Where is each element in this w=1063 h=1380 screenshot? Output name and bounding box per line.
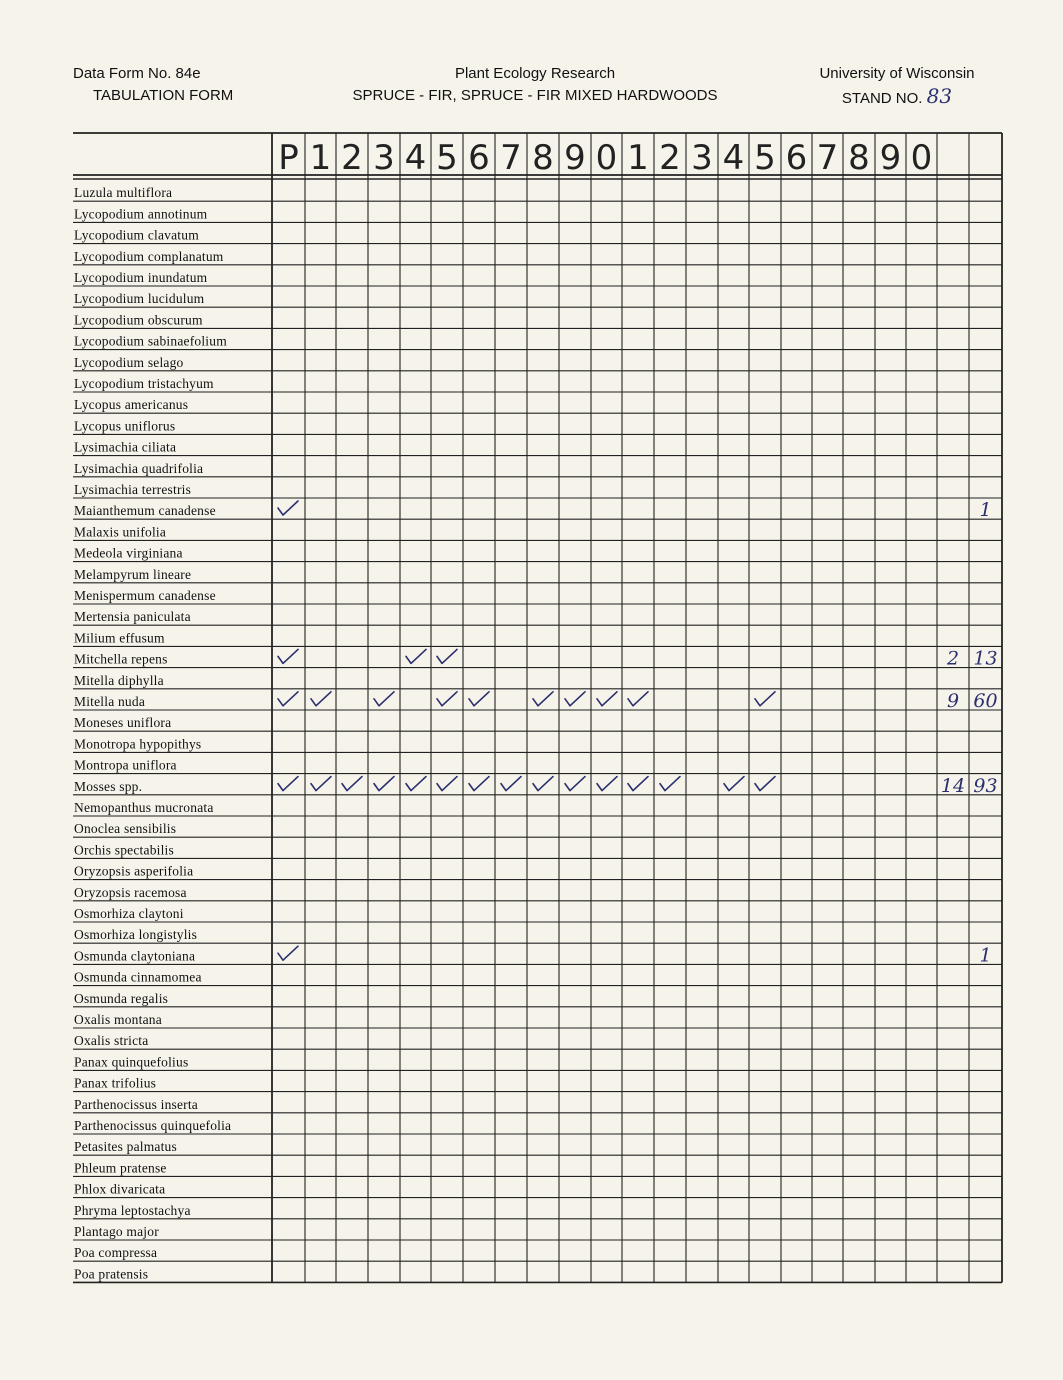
form-number: Data Form No. 84e <box>73 65 201 82</box>
column-header: 4 <box>722 138 745 178</box>
species-name: Mitella nuda <box>74 694 146 709</box>
total-tally: 60 <box>973 690 998 712</box>
check-mark <box>437 777 457 791</box>
species-name: Lycopodium lucidulum <box>74 291 205 307</box>
column-header: 6 <box>468 138 490 178</box>
species-name: Osmunda claytoniana <box>74 948 196 964</box>
column-header: 8 <box>532 138 554 178</box>
column-header: 0 <box>595 138 618 178</box>
check-mark <box>469 692 489 706</box>
species-name: Oryzopsis racemosa <box>74 884 187 900</box>
species-name: Nemopanthus mucronata <box>74 800 214 815</box>
column-header: P <box>278 138 299 178</box>
check-mark <box>597 777 617 791</box>
species-name: Panax trifolius <box>74 1075 157 1091</box>
species-name: Oryzopsis asperifolia <box>74 863 194 879</box>
column-header: 2 <box>341 138 363 178</box>
check-mark <box>311 777 331 791</box>
species-name: Osmunda cinnamomea <box>74 969 202 985</box>
species-name: Lycopodium clavatum <box>74 227 199 243</box>
species-name: Milium effusum <box>74 630 165 646</box>
species-name: Orchis spectabilis <box>74 842 174 858</box>
species-name: Lysimachia ciliata <box>74 439 177 455</box>
species-name: Osmunda regalis <box>74 990 169 1006</box>
column-header: 0 <box>910 138 933 178</box>
species-name: Lycopus americanus <box>74 397 189 413</box>
check-mark <box>278 777 298 791</box>
check-mark <box>628 777 648 791</box>
check-mark <box>437 649 457 663</box>
check-mark <box>278 946 298 960</box>
check-mark <box>278 501 298 515</box>
column-header: 1 <box>627 138 649 178</box>
species-name: Moneses uniflora <box>74 715 172 731</box>
column-header: 7 <box>500 138 522 178</box>
stand-label: STAND NO. <box>841 90 923 107</box>
species-name: Lycopodium annotinum <box>74 206 208 222</box>
check-mark <box>278 692 298 706</box>
column-header: 4 <box>404 138 427 178</box>
university-name: University of Wisconsin <box>819 65 975 82</box>
species-name: Oxalis montana <box>74 1012 162 1027</box>
species-name: Lysimachia terrestris <box>74 482 192 497</box>
column-header: 6 <box>785 138 808 178</box>
check-mark <box>374 777 394 791</box>
check-mark <box>755 777 775 791</box>
species-name: Mosses spp. <box>74 778 143 794</box>
column-header: 1 <box>309 138 332 178</box>
species-name: Medeola virginiana <box>74 545 183 561</box>
total-tally: 93 <box>973 774 998 797</box>
species-name: Lycopus uniflorus <box>74 418 176 434</box>
species-name: Lycopodium obscurum <box>74 312 203 328</box>
total-tally: 1 <box>979 944 992 967</box>
species-name: Lycopodium selago <box>74 354 184 370</box>
check-mark <box>533 777 553 791</box>
species-name: Mertensia paniculata <box>74 609 191 625</box>
check-mark <box>724 777 744 791</box>
column-headers <box>278 138 932 178</box>
species-name: Menispermum canadense <box>74 588 216 603</box>
species-name: Lycopodium inundatum <box>74 270 208 285</box>
check-mark <box>755 692 775 706</box>
check-mark <box>565 692 585 706</box>
column-header: 5 <box>436 138 458 178</box>
species-name: Panax quinquefolius <box>74 1054 189 1070</box>
species-name: Onoclea sensibilis <box>74 821 177 837</box>
form-subtitle: SPRUCE - FIR, SPRUCE - FIR MIXED HARDWOODS <box>352 87 718 104</box>
column-header: 5 <box>754 138 776 178</box>
check-mark <box>437 692 457 706</box>
species-name: Petasites palmatus <box>74 1139 177 1155</box>
check-mark <box>501 777 521 791</box>
total-tally: 13 <box>973 647 998 670</box>
column-header: 3 <box>373 138 395 178</box>
species-name: Mitella diphylla <box>74 672 164 688</box>
species-name: Montropa uniflora <box>74 757 177 773</box>
species-name: Lycopodium complanatum <box>74 248 224 264</box>
stand-number: 83 <box>926 84 953 108</box>
species-name: Poa compressa <box>74 1245 158 1261</box>
check-mark <box>406 777 426 791</box>
species-name: Poa pratensis <box>74 1266 149 1282</box>
species-name: Lycopodium sabinaefolium <box>74 333 227 349</box>
check-mark <box>628 692 648 706</box>
organization: Plant Ecology Research <box>454 65 616 82</box>
check-mark <box>374 692 394 706</box>
column-header: 9 <box>564 138 586 178</box>
column-header: 9 <box>879 138 902 178</box>
column-header: 7 <box>816 138 839 178</box>
species-name: Phlox divaricata <box>74 1181 166 1197</box>
species-name: Melampyrum lineare <box>74 566 192 582</box>
check-mark <box>533 692 553 706</box>
frequency-tally: 9 <box>946 690 960 712</box>
species-name: Monotropa hypopithys <box>74 736 202 752</box>
species-name: Mitchella repens <box>74 651 168 667</box>
species-name: Luzula multiflora <box>74 185 173 201</box>
species-name: Oxalis stricta <box>74 1033 149 1049</box>
species-name: Phryma leptostachya <box>74 1202 191 1218</box>
species-name: Lysimachia quadrifolia <box>74 460 204 476</box>
species-name: Maianthemum canadense <box>74 503 216 519</box>
check-mark <box>597 692 617 706</box>
check-mark <box>406 649 426 663</box>
total-tally: 1 <box>979 499 992 522</box>
species-name: Phleum pratense <box>74 1160 167 1176</box>
check-mark <box>660 777 680 791</box>
species-name: Parthenocissus quinquefolia <box>74 1118 232 1133</box>
species-name: Plantago major <box>74 1224 159 1239</box>
column-header: 8 <box>848 138 870 178</box>
column-header: 2 <box>659 138 681 178</box>
form-title: TABULATION FORM <box>93 87 234 104</box>
check-mark <box>565 777 585 791</box>
check-mark <box>469 777 489 791</box>
frequency-tally: 2 <box>946 647 960 670</box>
species-name: Lycopodium tristachyum <box>74 376 214 391</box>
check-mark <box>278 649 298 663</box>
frequency-tally: 14 <box>940 774 966 797</box>
check-mark <box>311 692 331 706</box>
species-name: Osmorhiza longistylis <box>74 927 198 943</box>
species-name: Osmorhiza claytoni <box>74 906 184 921</box>
column-header: 3 <box>691 138 713 178</box>
species-name: Parthenocissus inserta <box>74 1096 199 1112</box>
species-name: Malaxis unifolia <box>74 524 167 540</box>
check-mark <box>342 777 362 791</box>
grid-lines <box>73 133 1002 1282</box>
